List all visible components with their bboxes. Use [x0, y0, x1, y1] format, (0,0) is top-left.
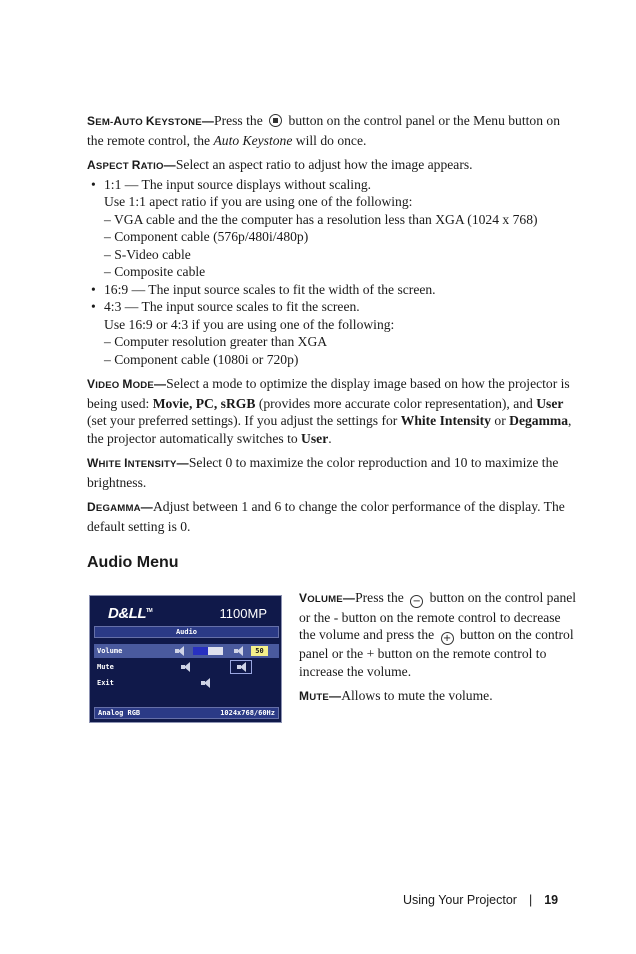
aspect-ratio-section — [87, 156, 577, 368]
bullet-16-9: • 16:9 — The input source scales to fit the width of the screen. — [91, 281, 436, 297]
volume-value: 50 — [251, 646, 268, 656]
mute-term: MUTE— — [299, 689, 342, 703]
osd-row-label: Exit — [97, 679, 114, 687]
bullet-1-1-note: Use 1:1 apect ratio if you are using one of the following: — [104, 194, 413, 209]
degamma-paragraph: DEGAMMA—Adjust between 1 and 6 to change the color performance of the display. The default setting is 0. — [87, 499, 565, 534]
page-footer — [403, 893, 558, 907]
volume-term: VOLUME— — [299, 591, 356, 605]
list-item: – Composite cable — [104, 264, 206, 279]
osd-row-label: Mute — [97, 663, 114, 671]
osd-model: 1100MP — [219, 606, 267, 621]
osd-menu — [94, 644, 279, 706]
volume-paragraph: VOLUME—Press the − button on the control panel or the - button on the remote control to decrease the volume and press the + button on the control panel or the + button on the remote control to increase the volume. — [299, 590, 577, 679]
aspect-ratio-term: ASPECT RATIO— — [87, 158, 176, 172]
audio-descriptions — [299, 589, 577, 714]
bullet-4-3: • 4:3 — The input source scales to fit the screen. — [91, 299, 360, 314]
aspect-ratio-intro: ASPECT RATIO—Select an aspect ratio to adjust how the image appears. — [87, 157, 473, 172]
volume-bar — [193, 647, 223, 655]
semi-auto-keystone-paragraph: SEM-AUTO KEYSTONE—Press the button on the control panel or the Menu button on the remote control, the Auto Keystone will do once. — [87, 113, 560, 148]
mute-selector — [230, 660, 252, 674]
osd-row-label: Volume — [97, 647, 123, 655]
osd-row-volume[interactable] — [94, 644, 279, 658]
list-item: – Component cable (576p/480i/480p) — [104, 229, 309, 244]
osd-footer — [94, 707, 279, 719]
osd-row-mute[interactable] — [94, 660, 279, 674]
semi-auto-keystone-term: SEM-AUTO KEYSTONE— — [87, 114, 215, 128]
list-item: – S-Video cable — [104, 246, 191, 262]
volume-fill — [193, 647, 208, 655]
audio-menu-heading: Audio Menu — [87, 554, 179, 571]
osd-header — [90, 596, 281, 624]
list-item: – VGA cable and the the computer has a resolution less than XGA (1024 x 768) — [104, 211, 538, 227]
page-content — [87, 112, 577, 779]
white-intensity-paragraph: WHITE INTENSITY—Select 0 to maximize the color reproduction and 10 to maximize the brightness. — [87, 455, 559, 490]
footer-separator: | — [528, 893, 533, 907]
audio-section — [87, 589, 577, 779]
white-intensity-term: WHITE INTENSITY— — [87, 456, 189, 470]
page-number: 19 — [544, 893, 559, 907]
speaker-on-icon — [180, 662, 192, 672]
menu-button-icon — [269, 114, 282, 127]
list-item: – Component cable (1080i or 720p) — [104, 351, 299, 367]
bullet-4-3-note: Use 16:9 or 4:3 if you are using one of the following: — [104, 316, 395, 332]
video-mode-paragraph: VIDEO MODE—Select a mode to optimize the display image based on how the projector is being used: Movie, PC, sRGB (provides more accurate color representation), and User (set your preferred settings). If you adjust the settings for White Intensity or Degamma, the projector automatically switches to User. — [87, 376, 572, 446]
speaker-loud-icon — [233, 646, 245, 656]
osd-title: Audio — [94, 626, 279, 638]
list-item: – Computer resolution greater than XGA — [104, 334, 328, 349]
bullet-1-1: • 1:1 — The input source displays without scaling. — [91, 176, 372, 192]
osd-row-exit[interactable] — [94, 676, 279, 690]
plus-button-icon: + — [441, 632, 454, 645]
video-mode-term: VIDEO MODE— — [87, 377, 167, 391]
osd-resolution: 1024x768/60Hz — [220, 709, 275, 717]
footer-title: Using Your Projector — [403, 893, 517, 907]
osd-audio-menu-screenshot — [89, 595, 282, 723]
speaker-quiet-icon — [174, 646, 186, 656]
mute-paragraph: MUTE—Allows to mute the volume. — [299, 688, 493, 703]
dell-logo: D&LL™ — [108, 605, 153, 622]
exit-icon — [200, 678, 212, 688]
minus-button-icon: − — [410, 595, 423, 608]
osd-source: Analog RGB — [98, 709, 141, 717]
degamma-term: DEGAMMA— — [87, 500, 153, 514]
speaker-muted-icon — [236, 662, 248, 672]
